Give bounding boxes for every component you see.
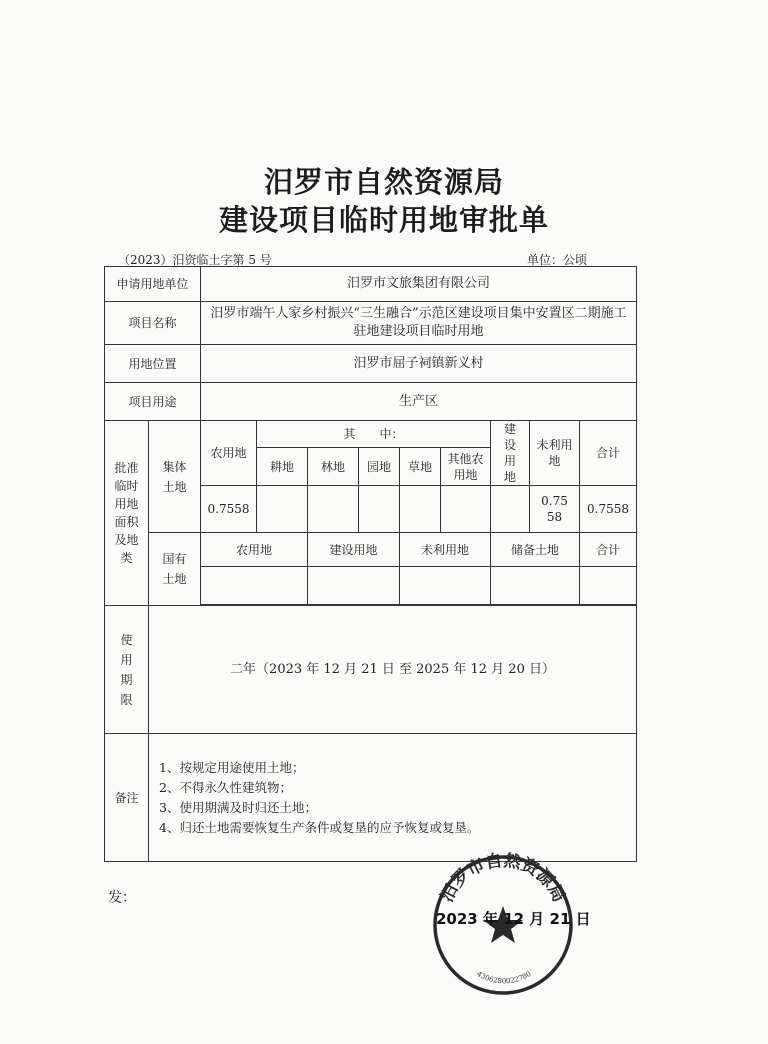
- applicant-label: 申请用地单位: [105, 267, 201, 302]
- approval-table: [104, 266, 637, 862]
- purpose-value: 生产区: [201, 383, 637, 421]
- collective-garden-value: [359, 486, 400, 533]
- state-unused-header: 未利用地: [400, 533, 491, 567]
- collective-farmland-value: 0.7558: [201, 486, 257, 533]
- notes-label: 备注: [105, 734, 149, 862]
- collective-construction-value: [491, 486, 530, 533]
- collective-unused-value: 0.7558: [530, 486, 580, 533]
- state-total-value: [580, 567, 637, 605]
- project-label: 项目名称: [105, 302, 201, 345]
- document-title-line1: 汨罗市自然资源局: [263, 165, 504, 199]
- issue-date: 2023 年 12 月 21 日: [436, 910, 591, 928]
- note-item: 3、使用期满及时归还土地；: [159, 799, 317, 815]
- among-header: 其 中：: [257, 421, 491, 448]
- state-construction-header: 建设用地: [308, 533, 400, 567]
- construction-header: 建设用地: [491, 421, 530, 486]
- applicant-value: 汨罗市文旅集团有限公司: [201, 267, 637, 302]
- collective-land-label: 集体土地: [149, 421, 201, 533]
- state-reserve-header: 储备土地: [491, 533, 580, 567]
- purpose-label: 项目用途: [105, 383, 201, 421]
- total-header: 合计: [580, 421, 637, 486]
- note-item: 1、按规定用途使用土地；: [159, 759, 305, 775]
- forest-header: 林地: [308, 448, 359, 486]
- farmland-header: 农用地: [201, 421, 257, 486]
- location-value: 汨罗市屈子祠镇新义村: [201, 345, 637, 383]
- state-reserve-value: [491, 567, 580, 605]
- collective-forest-value: [308, 486, 359, 533]
- unused-header: 未利用地: [530, 421, 580, 486]
- other-farmland-header: 其他农用地: [441, 448, 491, 486]
- collective-other-value: [441, 486, 491, 533]
- note-item: 4、归还土地需要恢复生产条件或复垦的应予恢复或复垦。: [159, 819, 480, 835]
- notes-content: [149, 734, 637, 862]
- location-label: 用地位置: [105, 345, 201, 383]
- state-land-label: 国有土地: [149, 533, 201, 606]
- document-title-line2: 建设项目临时用地审批单: [218, 203, 549, 237]
- document-number: （2023）汨资临土字第 5 号: [118, 253, 272, 267]
- issue-label: 发：: [108, 890, 136, 906]
- seal-code: 4306280022780: [475, 969, 533, 986]
- collective-cultivated-value: [257, 486, 308, 533]
- grass-header: 草地: [400, 448, 441, 486]
- state-unused-value: [400, 567, 491, 605]
- state-total-header: 合计: [580, 533, 637, 567]
- area-section-label: 批准临时用地面积及地类: [105, 421, 149, 606]
- garden-header: 园地: [359, 448, 400, 486]
- cultivated-header: 耕地: [257, 448, 308, 486]
- state-construction-value: [308, 567, 400, 605]
- seal-text: 汨罗市自然资源局: [437, 850, 569, 906]
- unit-label: 单位：公顷: [527, 253, 588, 267]
- state-farmland-value: [201, 567, 308, 605]
- project-value: 汨罗市端午人家乡村振兴“三生融合”示范区建设项目集中安置区二期施工驻地建设项目临时用地: [201, 302, 637, 345]
- period-label: 使用期限: [105, 606, 149, 734]
- collective-grass-value: [400, 486, 441, 533]
- state-farmland-header: 农用地: [201, 533, 308, 567]
- period-value: 二年（2023 年 12 月 21 日 至 2025 年 12 月 20 日）: [149, 606, 637, 734]
- note-item: 2、不得永久性建筑物；: [159, 779, 292, 795]
- collective-total-value: 0.7558: [580, 486, 637, 533]
